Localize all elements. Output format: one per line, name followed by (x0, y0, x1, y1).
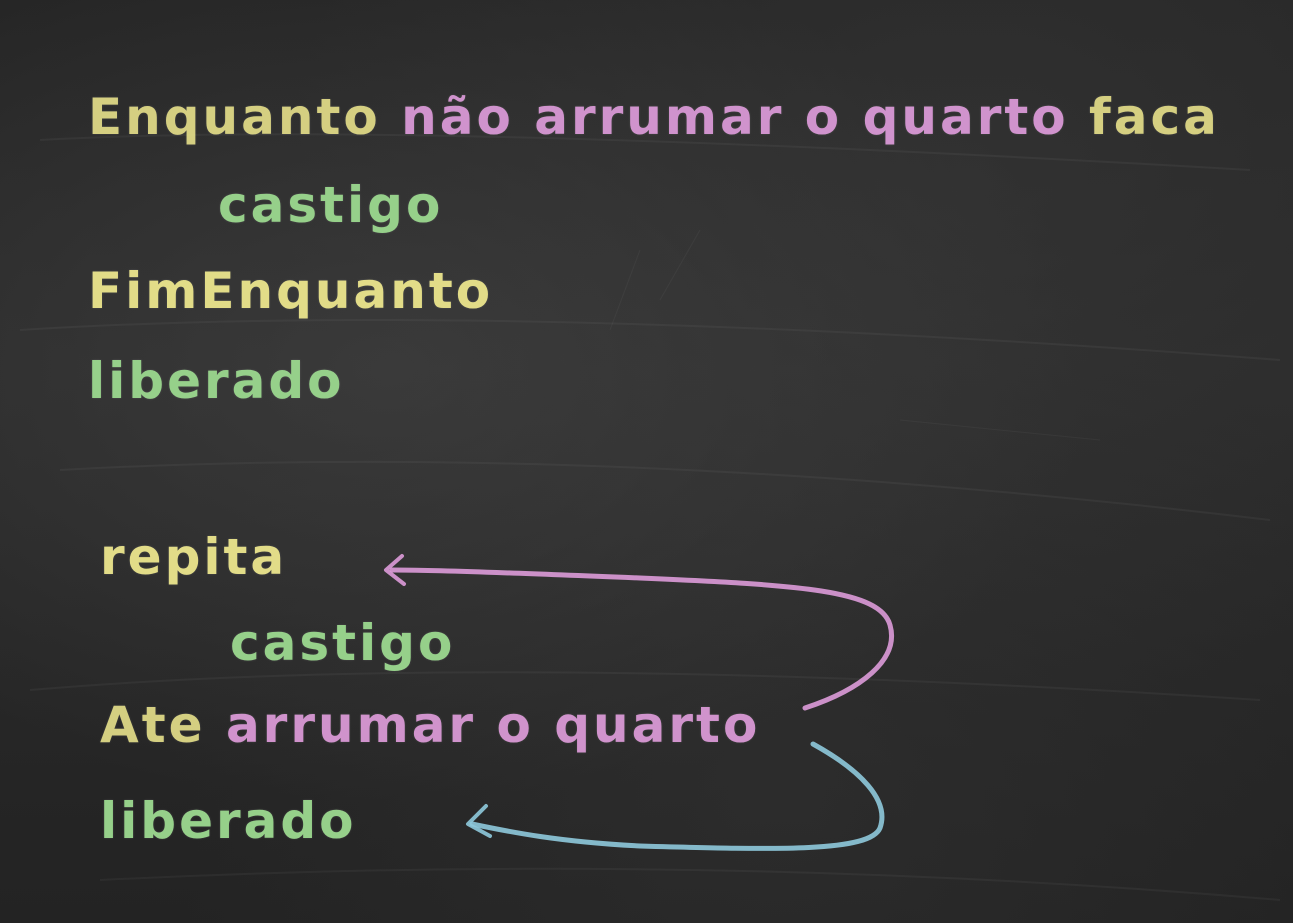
line-fimenquanto: FimEnquanto (88, 262, 494, 320)
exit-arrow (472, 744, 882, 848)
line-liberado-2: liberado (100, 792, 357, 850)
line-castigo-1: castigo (218, 176, 444, 234)
exit-arrowhead-icon (468, 806, 490, 836)
keyword-faca: faca (1089, 88, 1220, 146)
line-castigo-2: castigo (230, 614, 456, 672)
condition-nao-arrumar: não arrumar o quarto (401, 88, 1069, 146)
keyword-ate: Ate (100, 696, 206, 754)
loop-back-arrow (392, 570, 892, 708)
condition-arrumar: arrumar o quarto (225, 696, 761, 754)
line-liberado-1: liberado (88, 352, 345, 410)
keyword-enquanto: Enquanto (88, 88, 381, 146)
line-repita: repita (100, 528, 288, 586)
